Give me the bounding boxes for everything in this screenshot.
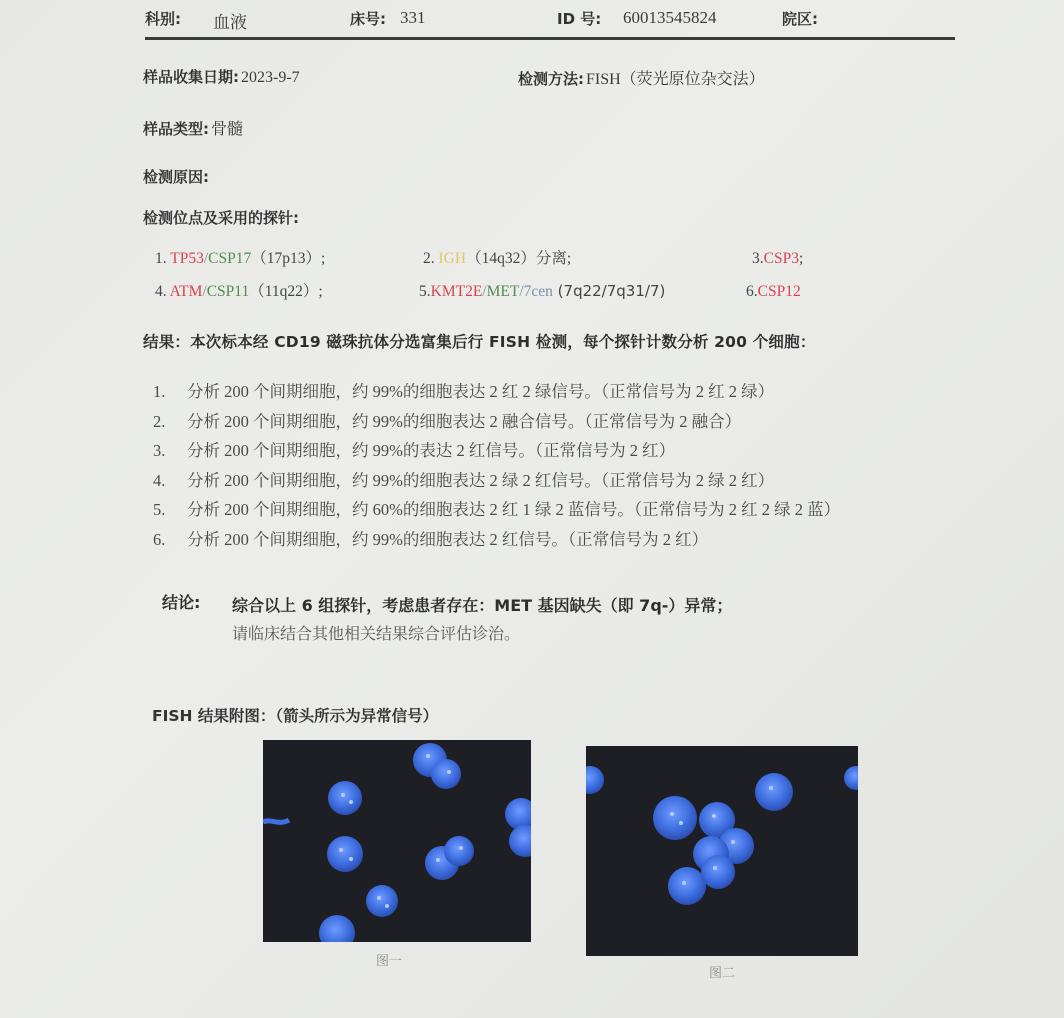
signal-dot — [385, 904, 389, 908]
probe-2-locus: （14q32）分离; — [466, 250, 572, 267]
dept-label: 科别: — [145, 10, 181, 28]
figure-2-label: 图二 — [709, 965, 736, 980]
probe-3-end: ; — [798, 250, 804, 267]
report-header — [145, 8, 955, 32]
id-label: ID 号: — [557, 10, 602, 28]
result-text: 分析 200 个间期细胞，约 99%的细胞表达 2 绿 2 红信号。（正常信号为 2 绿 2 红） — [187, 471, 775, 490]
nucleus — [509, 825, 531, 857]
nucleus — [668, 867, 706, 905]
result-item — [153, 408, 741, 432]
area-label: 院区: — [782, 10, 818, 28]
signal-dot — [339, 848, 343, 852]
signal-dot — [377, 896, 381, 900]
signal-dot — [731, 840, 735, 844]
result-text: 分析 200 个间期细胞，约 99%的细胞表达 2 红信号。（正常信号为 2 红） — [187, 530, 709, 549]
results-heading: 结果：本次标本经 CD19 磁珠抗体分选富集后行 FISH 检测，每个探针计数分析 200 个细胞： — [143, 333, 816, 351]
probe-5-sep2: / — [519, 283, 524, 300]
signal-dot — [349, 857, 353, 861]
signal-dot — [341, 793, 345, 797]
probe-5-sep1: / — [482, 283, 487, 300]
result-num: 2. — [153, 412, 166, 431]
signal-dot — [712, 814, 716, 818]
test-method-label: 检测方法: — [518, 70, 584, 88]
signal-dot — [769, 786, 773, 790]
test-method — [518, 66, 765, 89]
probe-5-kmt2e: KMT2E — [430, 283, 483, 300]
nucleus — [653, 796, 697, 840]
probe-2-num: 2. — [423, 250, 435, 267]
result-item — [153, 526, 708, 550]
test-method-value: FISH（荧光原位杂交法） — [586, 71, 765, 88]
figure-caption: FISH 结果附图：（箭头所示为异常信号） — [152, 707, 439, 725]
probe-4-csp11: CSP11 — [206, 283, 250, 300]
probe-1-tp53: TP53 — [170, 250, 204, 267]
nucleus — [366, 885, 398, 917]
probe-3-num: 3. — [752, 250, 764, 267]
probe-4 — [155, 279, 323, 301]
bed-value: 331 — [400, 8, 426, 27]
conclusion-text: 综合以上 6 组探针，考虑患者存在：MET 基因缺失（即 7q-）异常； — [232, 596, 733, 615]
nucleus — [701, 855, 735, 889]
sample-date-value: 2023-9-7 — [241, 69, 300, 86]
nucleus — [328, 781, 362, 815]
conclusion-label: 结论: — [162, 593, 201, 612]
probe-5 — [419, 282, 665, 301]
result-num: 1. — [153, 382, 166, 401]
signal-dot — [713, 866, 717, 870]
probe-3 — [752, 250, 803, 268]
signal-dot — [459, 846, 463, 850]
signal-dot — [436, 858, 440, 862]
nucleus — [444, 836, 474, 866]
fish-image-1 — [263, 740, 531, 942]
probe-5-7cen: 7cen — [523, 283, 553, 300]
probe-5-locus: (7q22/7q31/7) — [552, 282, 666, 300]
result-num: 6. — [153, 530, 166, 549]
result-num: 3. — [153, 441, 166, 460]
nucleus — [844, 766, 858, 790]
probe-4-num: 4. — [155, 283, 167, 300]
sample-type — [143, 116, 243, 139]
header-divider — [145, 37, 955, 40]
result-text: 分析 200 个间期细胞，约 99%的表达 2 红信号。（正常信号为 2 红） — [187, 441, 676, 460]
id-value: 60013545824 — [623, 8, 717, 27]
signal-dot — [447, 770, 451, 774]
sample-type-value: 骨髓 — [211, 121, 244, 138]
probe-1-csp17: CSP17 — [208, 250, 252, 267]
sample-date — [143, 66, 300, 87]
result-item — [153, 496, 840, 520]
probe-1-locus: （17p13）; — [251, 250, 326, 267]
test-reason-label: 检测原因: — [143, 168, 209, 186]
probe-6-num: 6. — [746, 283, 758, 300]
result-item — [153, 378, 774, 402]
probe-6 — [746, 283, 801, 301]
nucleus — [327, 836, 363, 872]
nucleus — [319, 915, 355, 942]
fish-image-2-cells — [586, 746, 858, 956]
conclusion-note: 请临床结合其他相关结果综合评估诊治。 — [232, 626, 521, 643]
probe-2 — [423, 246, 571, 268]
result-text: 分析 200 个间期细胞，约 60%的细胞表达 2 红 1 绿 2 蓝信号。（正常信号为 2 红 2 绿 2 蓝） — [187, 500, 841, 519]
probes-heading-label: 检测位点及采用的探针: — [143, 209, 299, 227]
probe-1-num: 1. — [155, 250, 167, 267]
probe-1 — [155, 246, 325, 268]
result-item — [153, 467, 774, 491]
figure-1-label: 图一 — [376, 953, 403, 968]
signal-dot — [426, 754, 430, 758]
test-reason — [143, 166, 211, 187]
probe-4-atm: ATM — [169, 283, 203, 300]
probe-3-csp3: CSP3 — [763, 250, 799, 267]
signal-dot — [349, 800, 353, 804]
bed-label: 床号: — [350, 10, 386, 28]
fish-image-2 — [586, 746, 858, 956]
cell-debris — [263, 820, 289, 822]
probe-5-met: MET — [486, 283, 520, 300]
probes-heading — [143, 207, 301, 228]
probe-5-num: 5. — [419, 283, 431, 300]
probe-2-igh: IGH — [438, 250, 467, 267]
nucleus — [586, 766, 604, 794]
probe-4-sep: / — [202, 283, 207, 300]
result-item — [153, 437, 675, 461]
signal-dot — [682, 881, 686, 885]
nucleus — [755, 773, 793, 811]
result-num: 5. — [153, 500, 166, 519]
probe-1-sep: / — [203, 250, 209, 267]
nucleus — [431, 759, 461, 789]
probe-6-csp12: CSP12 — [757, 283, 801, 300]
fish-image-1-cells — [263, 740, 531, 942]
probe-4-locus: （11q22）; — [249, 283, 323, 300]
dept-value: 血液 — [213, 13, 247, 32]
sample-type-label: 样品类型: — [143, 120, 209, 138]
result-text: 分析 200 个间期细胞，约 99%的细胞表达 2 融合信号。（正常信号为 2 融合） — [187, 412, 742, 431]
result-text: 分析 200 个间期细胞，约 99%的细胞表达 2 红 2 绿信号。（正常信号为 2 红 2 绿） — [187, 382, 775, 401]
signal-dot — [679, 821, 683, 825]
sample-date-label: 样品收集日期: — [143, 68, 239, 86]
signal-dot — [670, 812, 674, 816]
result-num: 4. — [153, 471, 166, 490]
